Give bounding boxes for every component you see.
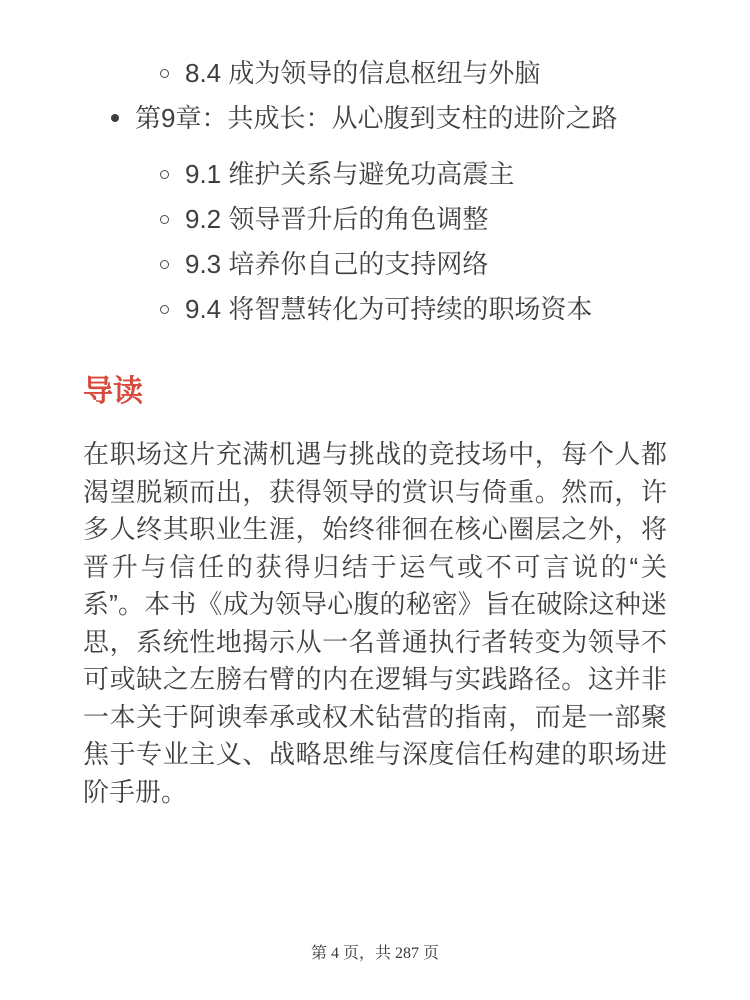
toc-item [0, 58, 750, 88]
toc-item [0, 249, 750, 279]
filled-bullet-icon [111, 114, 119, 122]
toc-item-label: 9.3 培养你自己的支持网络 [185, 249, 489, 279]
toc-item-label: 9.2 领导晋升后的角色调整 [185, 204, 489, 234]
toc-item-label: 9.1 维护关系与避免功高震主 [185, 159, 515, 189]
intro-paragraph: 在职场这片充满机遇与挑战的竞技场中，每个人都渴望脱颖而出，获得领导的赏识与倚重。然而，许多人终其职业生涯，始终徘徊在核心圈层之外，将晋升与信任的获得归结于运气或不可言说的“关系”。本书《成为领导心腹的秘密》旨在破除这种迷思，系统性地揭示从一名普通执行者转变为领导不可或缺之左膀右臂的内在逻辑与实践路径。这并非一本关于阿谀奉承或权术钻营的指南，而是一部聚焦于专业主义、战略思维与深度信任构建的职场进阶手册。 [83, 439, 667, 807]
circle-bullet-icon [160, 215, 169, 224]
toc-item [0, 204, 750, 234]
section-heading: 导读 [83, 375, 143, 408]
page-footer [0, 943, 750, 965]
toc-item-label: 8.4 成为领导的信息枢纽与外脑 [185, 58, 541, 88]
toc-item-label: 第9章：共成长：从心腹到支柱的进阶之路 [135, 103, 618, 133]
page-number-indicator: 第 4 页，共 287 页 [310, 945, 439, 962]
table-of-contents [0, 0, 750, 339]
circle-bullet-icon [160, 69, 169, 78]
toc-item [0, 159, 750, 189]
toc-item [0, 294, 750, 324]
circle-bullet-icon [160, 260, 169, 269]
toc-item [0, 103, 750, 133]
toc-item-label: 9.4 将智慧转化为可持续的职场资本 [185, 294, 593, 324]
circle-bullet-icon [160, 170, 169, 179]
circle-bullet-icon [160, 305, 169, 314]
